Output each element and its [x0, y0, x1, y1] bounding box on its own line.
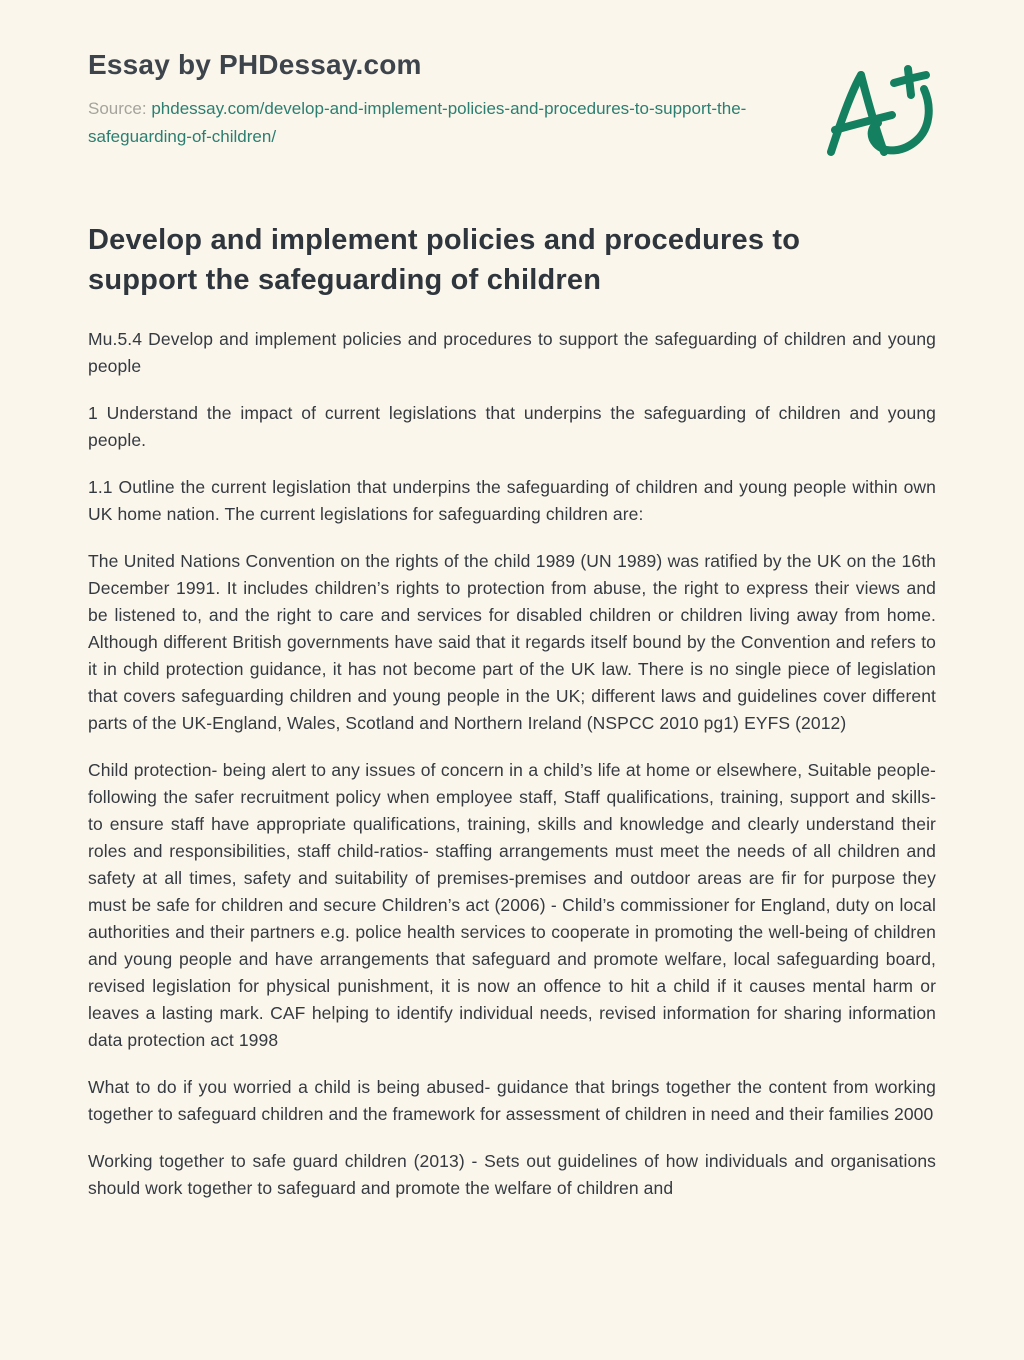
site-title: Essay by PHDessay.com — [88, 49, 422, 80]
source-line — [88, 95, 758, 151]
essay-paragraph-7: Working together to safe guard children (2013) - Sets out guidelines of how individuals and organisations should work together to safeguard and promote the welfare of children and — [88, 1151, 936, 1198]
header-text-block — [88, 48, 778, 151]
essay-body — [88, 326, 936, 1202]
essay-paragraph-2: 1 Understand the impact of current legislations that underpins the safeguarding of children and young people. — [88, 403, 936, 450]
source-label: Source: — [88, 99, 147, 118]
page-header — [88, 0, 936, 160]
phdessay-logo — [824, 62, 936, 160]
essay-paragraph-1: Mu.5.4 Develop and implement policies and procedures to support the safeguarding of children and young people — [88, 329, 936, 376]
essay-paragraph-6: What to do if you worried a child is being abused- guidance that brings together the content from working together to safeguard children and the framework for assessment of children in need and their families 2000 — [88, 1077, 936, 1124]
essay-paragraph-4: The United Nations Convention on the rights of the child 1989 (UN 1989) was ratified by the UK on the 16th December 1991. It includes children’s rights to protection from abuse, the right to express their views and be listened to, and the right to care and services for disabled children or children living away from home. Although different British governments have said that it regards itself bound by the Convention and refers to it in child protection guidance, it has not become part of the UK law. There is no single piece of legislation that covers safeguarding children and young people in the UK; different laws and guidelines cover different parts of the UK-England, Wales, Scotland and Northern Ireland (NSPCC 2010 pg1) EYFS (2012) — [88, 551, 936, 733]
document-page — [88, 0, 936, 1202]
essay-title: Develop and implement policies and procedures to support the safeguarding of children — [88, 224, 801, 296]
essay-paragraph-3: 1.1 Outline the current legislation that underpins the safeguarding of children and young people within own UK home nation. The current legislations for safeguarding children are: — [88, 477, 936, 524]
essay-paragraph-5: Child protection- being alert to any issues of concern in a child’s life at home or elsewhere, Suitable people- following the safer recruitment policy when employee staff, Staff qualifications, training, support and skills- to ensure staff have appropriate qualifications, training, skills and knowledge and clearly understand their roles and responsibilities, staff child-ratios- staffing arrangements must meet the needs of all children and safety at all times, safety and suitability of premises-premises and outdoor areas are fir for purpose they must be safe for children and secure Children’s act (2006) - Child’s commissioner for England, duty on local authorities and their partners e.g. police health services to cooperate in promoting the well-being of children and young people and have arrangements that safeguard and promote welfare, local safeguarding board, revised legislation for physical punishment, it is now an offence to hit a child if it causes mental harm or leaves a lasting mark. CAF helping to identify individual needs, revised information for sharing information data protection act 1998 — [88, 760, 936, 1050]
source-url-link[interactable]: phdessay.com/develop-and-implement-policies-and-procedures-to-support-the-safeguarding-of-children/ — [88, 99, 747, 146]
a-plus-logo-icon — [824, 62, 936, 160]
